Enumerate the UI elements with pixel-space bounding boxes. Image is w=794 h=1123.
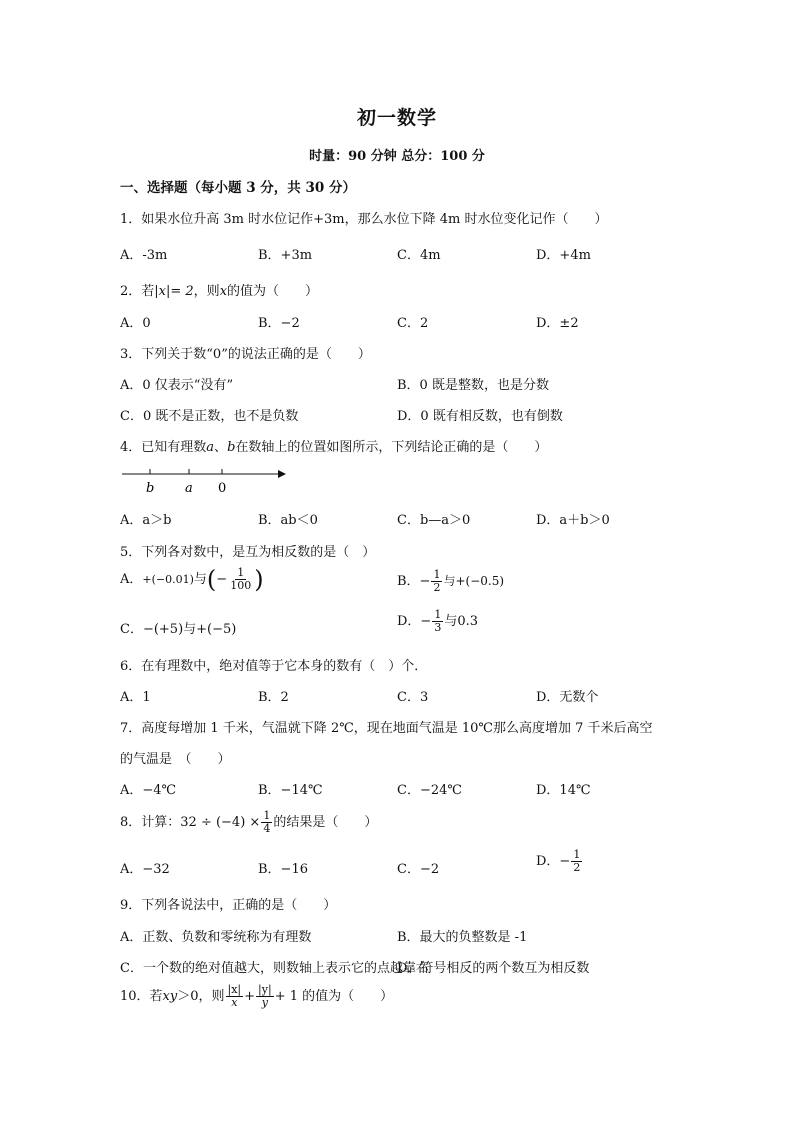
q8-option-d: D．− $\frac{1}{2}$ xyxy=(536,848,581,875)
q7-option-d: D．14℃ xyxy=(536,783,591,798)
q6-option-c: C．3 xyxy=(397,690,429,705)
q9-option-a: A．正数、负数和零统称为有理数 xyxy=(120,930,312,945)
q4-option-d: D．a＋b＞0 xyxy=(536,513,610,528)
q7-option-b: B．−14℃ xyxy=(258,783,323,798)
question-7-stem-line2: 的气温是 （ ） xyxy=(120,752,231,767)
q9-option-b: B．最大的负整数是 -1 xyxy=(397,930,528,945)
question-10-stem: 10．若xy＞0，则 $\frac{|x|}{x}$ + $\frac{|y|}{y}$ + 1 的值为（ ） xyxy=(120,983,394,1010)
question-7-stem-line1: 7．高度每增加 1 千米，气温就下降 2℃，现在地面气温是 10℃那么高度增加 7 千米后高空 xyxy=(120,721,653,736)
q8-option-c: C．−2 xyxy=(397,862,440,877)
q1-option-d: D．+4m xyxy=(536,248,591,263)
q7-option-a: A．−4℃ xyxy=(120,783,177,798)
q5-option-a: A．+(−0.01)与(− $\frac{1}{100}$ ) xyxy=(120,565,264,594)
q2-option-a: A．0 xyxy=(120,316,151,331)
number-line-diagram xyxy=(118,462,288,498)
q2-option-d: D．±2 xyxy=(536,316,579,331)
q9-option-c: C．一个数的绝对值越大，则数轴上表示它的点越靠右 xyxy=(120,961,429,976)
q5-option-b: B．− $\frac{1}{2}$ 与+(−0.5) xyxy=(397,568,505,595)
q4-option-a: A．a＞b xyxy=(120,513,172,528)
section-heading: 一、选择题（每小题 3 分，共 30 分） xyxy=(120,180,356,196)
q3-option-b: B．0 既是整数，也是分数 xyxy=(397,378,549,393)
question-2-stem: 2．若|x|= 2，则x的值为（ ） xyxy=(120,284,319,299)
arrow-icon xyxy=(278,470,286,478)
q8-option-a: A．−32 xyxy=(120,862,170,877)
q4-option-c: C．b—a＞0 xyxy=(397,513,471,528)
q3-option-a: A．0 仅表示“没有” xyxy=(120,378,234,393)
question-8-stem: 8．计算：32 ÷ (−4) × $\frac{1}{4}$ 的结果是（ ） xyxy=(120,809,378,836)
q6-option-a: A．1 xyxy=(120,690,151,705)
question-4-stem: 4．已知有理数a、b在数轴上的位置如图所示，下列结论正确的是（ ） xyxy=(120,440,548,455)
q6-option-d: D．无数个 xyxy=(536,690,599,705)
q1-option-a: A．-3m xyxy=(120,248,168,263)
q5-option-c: C．−(+5)与+(−5) xyxy=(120,622,237,637)
q7-option-c: C．−24℃ xyxy=(397,783,462,798)
question-9-stem: 9．下列各说法中，正确的是（ ） xyxy=(120,898,337,913)
q3-option-c: C．0 既不是正数，也不是负数 xyxy=(120,409,299,424)
label-zero: 0 xyxy=(218,481,227,496)
label-a: a xyxy=(185,481,193,496)
q6-option-b: B．2 xyxy=(258,690,289,705)
question-3-stem: 3．下列关于数“0”的说法正确的是（ ） xyxy=(120,347,371,362)
q9-option-d: D．符号相反的两个数互为相反数 xyxy=(397,961,590,976)
q4-option-b: B．ab＜0 xyxy=(258,513,318,528)
question-1-stem: 1．如果水位升高 3m 时水位记作+3m，那么水位下降 4m 时水位变化记作（ ） xyxy=(120,212,608,227)
label-b: b xyxy=(146,481,155,496)
question-6-stem: 6．在有理数中，绝对值等于它本身的数有（ ）个． xyxy=(120,659,428,674)
q2-option-c: C．2 xyxy=(397,316,429,331)
page-title: 初一数学 xyxy=(356,107,437,129)
q2-option-b: B．−2 xyxy=(258,316,300,331)
question-5-stem: 5．下列各对数中，是互为相反数的是（ ） xyxy=(120,545,376,560)
q1-option-b: B．+3m xyxy=(258,248,313,263)
q3-option-d: D．0 既有相反数，也有倒数 xyxy=(397,409,563,424)
q5-option-d: D．− $\frac{1}{3}$ 与0.3 xyxy=(397,608,479,635)
q8-option-b: B．−16 xyxy=(258,862,308,877)
exam-info: 时量：90 分钟 总分：100 分 xyxy=(309,149,485,164)
q1-option-c: C．4m xyxy=(397,248,441,263)
